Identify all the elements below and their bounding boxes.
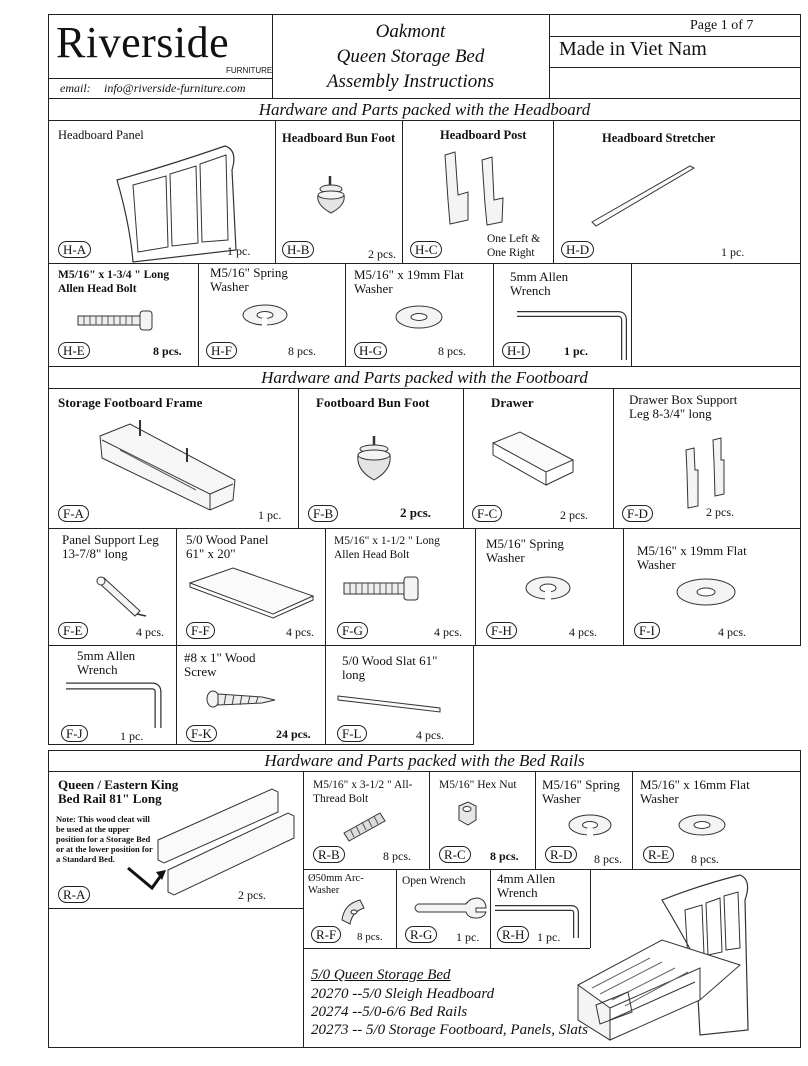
part-name: Queen / Eastern King Bed Rail 81" Long	[58, 777, 179, 806]
part-name: Headboard Stretcher	[602, 131, 716, 145]
part-name: Headboard Bun Foot	[282, 131, 396, 145]
part-code: H-A	[58, 241, 91, 258]
part-code: H-F	[206, 342, 237, 359]
part-name: M5/16" x 1-1/2 " Long Allen Head Bolt	[334, 535, 440, 561]
part-code: R-E	[643, 846, 674, 863]
section-headboard-title: Hardware and Parts packed with the Headboard	[258, 100, 591, 119]
title-line1: Oakmont	[375, 21, 446, 42]
part-name: #8 x 1" Wood Screw	[184, 650, 256, 679]
part-code: F-I	[634, 622, 660, 639]
part-name: M5/16" x 1-3/4 " Long Allen Head Bolt	[58, 269, 170, 295]
part-qty: 2 pcs.	[238, 888, 266, 902]
part-qty: 8 pcs.	[691, 852, 719, 866]
part-qty: 8 pcs.	[357, 931, 383, 943]
part-code: R-B	[313, 846, 345, 863]
part-qty: 4 pcs.	[569, 625, 597, 639]
part-qty: 4 pcs.	[416, 728, 444, 742]
email-link[interactable]: info@riverside-furniture.com	[104, 81, 246, 95]
rail-note: Note: This wood cleat will be used at the upper position for a Storage Bed or at the lower position for a Standard Bed.	[56, 814, 153, 864]
part-code: H-I	[502, 342, 530, 359]
title-line2: Queen Storage Bed	[336, 46, 485, 67]
part-qty: 8 pcs.	[153, 344, 182, 358]
part-qty: 8 pcs.	[438, 344, 466, 358]
part-qty: 1 pc.	[120, 729, 144, 743]
part-code: F-F	[186, 622, 215, 639]
part-qty: 4 pcs.	[136, 625, 164, 639]
part-name: 5/0 Wood Panel 61" x 20"	[186, 532, 269, 561]
title-line3: Assembly Instructions	[326, 71, 495, 92]
part-code: H-C	[410, 241, 442, 258]
part-name: Headboard Post	[440, 128, 527, 142]
part-name: Open Wrench	[402, 875, 466, 887]
part-code: R-D	[545, 846, 577, 863]
part-name: M5/16" Hex Nut	[439, 779, 517, 791]
part-name: 4mm Allen Wrench	[497, 871, 556, 900]
part-code: H-D	[561, 241, 594, 258]
part-name: M5/16" Spring Washer	[542, 777, 620, 806]
part-name: M5/16" x 16mm Flat Washer	[640, 777, 750, 806]
part-qty: 8 pcs.	[490, 849, 519, 863]
part-code: F-E	[58, 622, 88, 639]
part-name: M5/16" Spring Washer	[486, 536, 564, 565]
section-rails-title: Hardware and Parts packed with the Bed Rails	[264, 751, 585, 770]
part-qty: 1 pc.	[721, 245, 745, 259]
part-name: Storage Footboard Frame	[58, 395, 203, 410]
email-label: email:	[60, 81, 91, 95]
part-code: H-E	[58, 342, 90, 359]
part-name: Drawer Box Support Leg 8-3/4" long	[629, 392, 738, 421]
part-name: 5/0 Wood Slat 61" long	[342, 653, 438, 682]
part-code: F-L	[337, 725, 367, 742]
part-code: F-G	[337, 622, 368, 639]
part-name: M5/16" x 19mm Flat Washer	[354, 267, 464, 296]
part-qty: 4 pcs.	[434, 625, 462, 639]
part-qty: 4 pcs.	[718, 625, 746, 639]
part-name: M5/16" x 3-1/2 " All-Thread Bolt	[313, 779, 413, 805]
product-item: 20274 --5/0-6/6 Bed Rails	[311, 1004, 468, 1020]
part-code: R-G	[405, 926, 437, 943]
part-qty: 24 pcs.	[276, 727, 311, 741]
part-qty: 1 pc.	[456, 930, 480, 944]
part-name: Ø50mm Arc-Washer	[308, 873, 364, 896]
part-code: F-B	[308, 505, 338, 522]
brand-sub: FURNITURE	[226, 66, 273, 75]
part-qty: 2 pcs.	[400, 505, 432, 520]
part-name: Panel Support Leg 13-7/8" long	[62, 532, 159, 561]
product-title: 5/0 Queen Storage Bed	[311, 967, 451, 983]
part-code: H-G	[354, 342, 387, 359]
part-code: F-J	[61, 725, 88, 742]
part-name: Drawer	[491, 395, 534, 410]
part-qty: 8 pcs.	[383, 849, 411, 863]
part-qty: One Left & One Right	[487, 233, 541, 259]
part-code: R-H	[497, 926, 529, 943]
product-item: 20270 --5/0 Sleigh Headboard	[311, 986, 495, 1002]
part-qty: 8 pcs.	[288, 344, 316, 358]
page-number: Page 1 of 7	[690, 18, 754, 33]
brand-logo: Riverside	[56, 18, 230, 67]
part-code: H-B	[282, 241, 314, 258]
part-code: F-A	[58, 505, 89, 522]
made-in: Made in Viet Nam	[559, 38, 707, 60]
part-name: M5/16" Spring Washer	[210, 265, 288, 294]
part-name: 5mm Allen Wrench	[77, 648, 136, 677]
part-code: F-K	[186, 725, 217, 742]
part-qty: 1 pc.	[537, 930, 561, 944]
part-name: Headboard Panel	[58, 128, 144, 142]
part-qty: 8 pcs.	[594, 852, 622, 866]
part-qty: 2 pcs.	[560, 508, 588, 522]
part-name: M5/16" x 19mm Flat Washer	[637, 543, 747, 572]
part-qty: 1 pc.	[258, 508, 282, 522]
part-code: F-H	[486, 622, 517, 639]
part-qty: 4 pcs.	[286, 625, 314, 639]
part-qty: 1 pc.	[564, 344, 588, 358]
part-code: F-D	[622, 505, 653, 522]
part-code: R-F	[311, 926, 341, 943]
part-qty: 2 pcs.	[368, 247, 396, 261]
section-footboard-title: Hardware and Parts packed with the Footboard	[261, 368, 588, 387]
part-name: Footboard Bun Foot	[316, 395, 430, 410]
part-code: R-C	[439, 846, 471, 863]
part-qty: 2 pcs.	[706, 505, 734, 519]
product-item: 20273 -- 5/0 Storage Footboard, Panels, Slats	[311, 1022, 588, 1038]
part-code: F-C	[472, 505, 502, 522]
part-qty: 1 pc.	[227, 244, 251, 258]
part-name: 5mm Allen Wrench	[510, 269, 569, 298]
part-code: R-A	[58, 886, 90, 903]
